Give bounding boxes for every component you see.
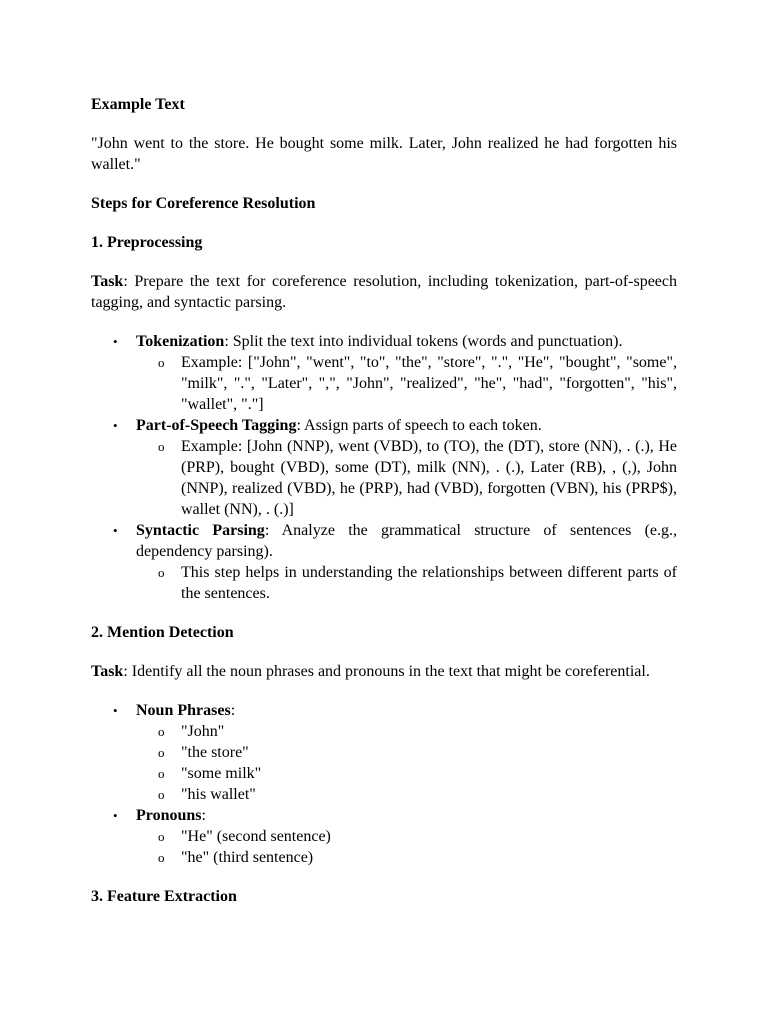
item-desc: : Split the text into individual tokens (words and punctuation). [224, 333, 623, 350]
circle-bullet-icon: o [158, 850, 165, 865]
sub-list [136, 826, 677, 868]
circle-bullet-icon: o [158, 565, 165, 580]
sub-item-text: "John" [181, 723, 225, 740]
sub-list-item [158, 436, 677, 520]
circle-bullet-icon: o [158, 724, 165, 739]
document-body [91, 94, 677, 925]
bullet-icon: • [113, 703, 118, 718]
example-text: "John went to the store. He bought some milk. Later, John realized he had forgotten his wallet." [91, 135, 677, 173]
circle-bullet-icon: o [158, 745, 165, 760]
sub-list-item [158, 784, 677, 805]
sub-list-item [158, 742, 677, 763]
section-2-task [91, 661, 677, 682]
bullet-icon: • [113, 418, 118, 433]
item-desc: : Assign parts of speech to each token. [296, 417, 542, 434]
sub-item-text: "his wallet" [181, 786, 256, 803]
sub-list [136, 352, 677, 415]
sub-item-text: This step helps in understanding the relationships between different parts of the sentences. [181, 564, 677, 602]
example-heading: Example Text [91, 96, 185, 113]
section-1-heading: 1. Preprocessing [91, 234, 203, 251]
sub-item-text: "some milk" [181, 765, 262, 782]
item-desc: : [230, 702, 236, 719]
section-2-list [91, 700, 677, 868]
circle-bullet-icon: o [158, 829, 165, 844]
task-text: : Prepare the text for coreference resolution, including tokenization, part-of-speech tagging, and syntactic parsing. [91, 273, 677, 311]
item-term: Syntactic Parsing [136, 522, 265, 539]
task-label: Task [91, 663, 124, 680]
item-desc: : Analyze the grammatical structure of sentences (e.g., dependency parsing). [136, 522, 678, 560]
list-item-syntactic-parsing [113, 520, 678, 604]
sub-list-item [158, 352, 677, 415]
list-item-tokenization [113, 331, 677, 415]
sub-list [136, 562, 677, 604]
sub-list-item [158, 847, 677, 868]
circle-bullet-icon: o [158, 787, 165, 802]
sub-list-item [158, 763, 677, 784]
sub-list-item [158, 562, 677, 604]
task-text: : Identify all the noun phrases and pronouns in the text that might be coreferential. [123, 663, 650, 680]
list-item-noun-phrases [113, 700, 677, 805]
sub-item-text: "he" (third sentence) [181, 849, 314, 866]
list-item-pos-tagging [113, 415, 677, 520]
bullet-icon: • [113, 523, 118, 538]
steps-heading: Steps for Coreference Resolution [91, 195, 316, 212]
circle-bullet-icon: o [158, 355, 165, 370]
item-term: Part-of-Speech Tagging [136, 417, 297, 434]
sub-item-text: Example: [John (NNP), went (VBD), to (TO), the (DT), store (NN), . (.), He (PRP), bought (VBD), some (DT), milk (NN), . (.), Later (RB), , (,), John (NNP), realized (VBD), he (PRP), had (VBD), forgotten (VBN), his (PRP$), wallet (NN), . (.)] [181, 438, 677, 518]
item-term: Noun Phrases [136, 702, 231, 719]
sub-list [136, 436, 677, 520]
sub-item-text: Example: ["John", "went", "to", "the", "store", ".", "He", "bought", "some", "milk", ".", "Later", ",", "John", "realized", "he", "had", "forgotten", "his", "wallet", "."] [181, 354, 677, 413]
section-1-task [91, 271, 677, 313]
section-2-heading: 2. Mention Detection [91, 624, 234, 641]
sub-item-text: "He" (second sentence) [181, 828, 331, 845]
sub-list-item [158, 721, 677, 742]
section-3-heading: 3. Feature Extraction [91, 888, 237, 905]
list-item-pronouns [113, 805, 677, 868]
bullet-icon: • [113, 334, 118, 349]
sub-item-text: "the store" [181, 744, 249, 761]
item-desc: : [201, 807, 206, 824]
circle-bullet-icon: o [158, 439, 165, 454]
circle-bullet-icon: o [158, 766, 165, 781]
task-label: Task [91, 273, 124, 290]
sub-list-item [158, 826, 677, 847]
item-term: Tokenization [136, 333, 225, 350]
bullet-icon: • [113, 808, 118, 823]
sub-list [136, 721, 677, 805]
item-term: Pronouns [136, 807, 202, 824]
section-1-list [91, 331, 677, 604]
